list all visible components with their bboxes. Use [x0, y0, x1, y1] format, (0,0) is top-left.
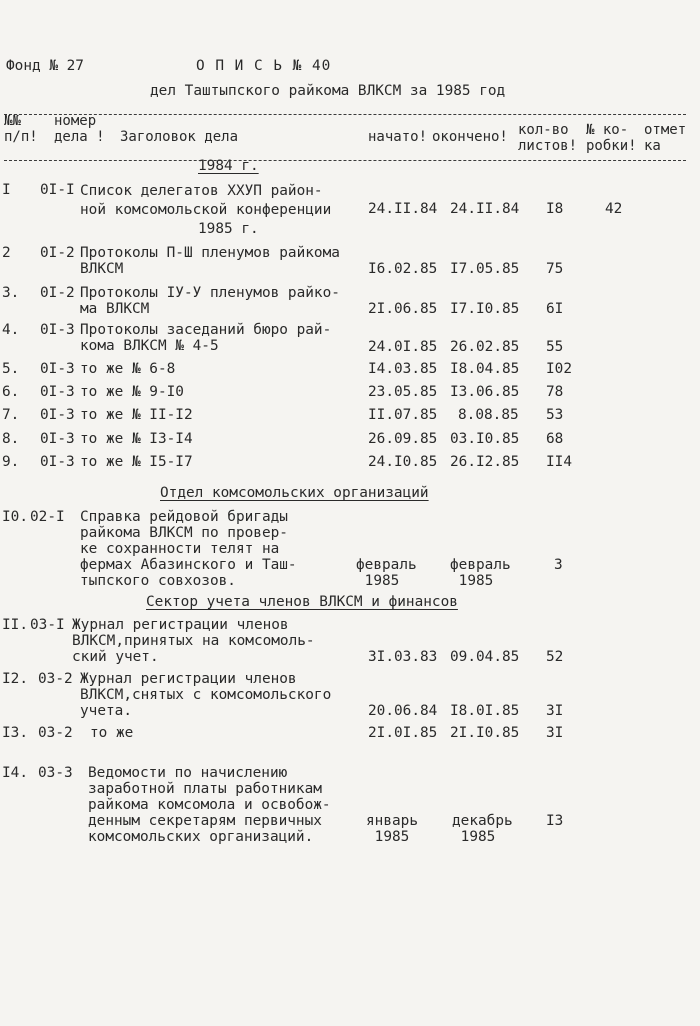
document-subtitle: дел Таштыпского райкома ВЛКСМ за 1985 год	[150, 83, 506, 99]
row-title: Журнал регистрации членов ВЛКСМ,снятых с комсомольского учета.	[80, 671, 332, 719]
row-start-date: 23.05.85	[368, 384, 438, 400]
col-case-header: номер дела !	[54, 113, 105, 145]
row-title: Список делегатов ХХУП район- ной комсомольской конференции	[80, 183, 332, 218]
col-end-header: окончено!	[432, 129, 508, 145]
row-title: то же № I5-I7	[80, 454, 193, 470]
row-num: I3.	[2, 725, 28, 741]
row-box: 42	[605, 201, 623, 217]
section-year-1984: 1984 г.	[198, 158, 259, 174]
col-box-header: № ко- робки!	[586, 122, 637, 154]
row-start-date: 26.09.85	[368, 431, 438, 447]
row-sheets: 3I	[546, 725, 564, 741]
row-num: 8.	[2, 431, 20, 447]
col-num-header: №№ п/п!	[4, 113, 38, 145]
row-start-date: 24.I0.85	[368, 454, 438, 470]
row-end-date: I7.I0.85	[450, 301, 520, 317]
col-sheets-header: кол-во листов!	[518, 122, 578, 154]
row-end-date: 24.II.84	[450, 201, 520, 217]
row-start-date: январь 1985	[366, 813, 418, 845]
row-end-date: 26.I2.85	[450, 454, 520, 470]
row-num: I	[2, 182, 11, 198]
row-start-date: февраль 1985	[356, 557, 417, 589]
row-case-code: 03-I	[30, 617, 65, 633]
row-num: 7.	[2, 407, 20, 423]
row-start-date: 24.0I.85	[368, 339, 438, 355]
row-num: 3.	[2, 285, 20, 301]
row-end-date: декабрь 1985	[452, 813, 513, 845]
row-sheets: 52	[546, 649, 564, 665]
row-start-date: I4.03.85	[368, 361, 438, 377]
row-sheets: 78	[546, 384, 564, 400]
row-title: Журнал регистрации членов ВЛКСМ,принятых на комсомоль- ский учет.	[72, 617, 315, 665]
row-end-date: 03.I0.85	[450, 431, 520, 447]
row-title: Справка рейдовой бригады райкома ВЛКСМ по провер- ке сохранности телят на фермах Абазинского и Таш- тыпского совхозов.	[80, 509, 297, 589]
row-end-date: I7.05.85	[450, 261, 520, 277]
row-sheets: II4	[546, 454, 572, 470]
row-num: I0.	[2, 509, 28, 525]
row-case-code: 0I-3	[40, 361, 75, 377]
section-year-1985: 1985 г.	[198, 221, 259, 237]
row-sheets: 75	[546, 261, 564, 277]
row-case-code: 0I-2	[40, 285, 75, 301]
row-sheets: 6I	[546, 301, 564, 317]
row-title: Протоколы заседаний бюро рай- кома ВЛКСМ № 4-5	[80, 322, 332, 354]
row-num: 4.	[2, 322, 20, 338]
col-note-header: отмет ка	[644, 122, 687, 154]
row-start-date: 2I.0I.85	[368, 725, 438, 741]
row-start-date: 2I.06.85	[368, 301, 438, 317]
row-sheets: I02	[546, 361, 572, 377]
row-num: 9.	[2, 454, 20, 470]
section-sector: Сектор учета членов ВЛКСМ и финансов	[146, 594, 458, 610]
row-case-code: 03-3	[38, 765, 73, 781]
row-case-code: 0I-3	[40, 322, 75, 338]
row-sheets: 3I	[546, 703, 564, 719]
row-case-code: 0I-3	[40, 454, 75, 470]
row-num: II.	[2, 617, 28, 633]
row-sheets: 68	[546, 431, 564, 447]
row-title: то же № II-I2	[80, 407, 193, 423]
row-end-date: 8.08.85	[458, 407, 519, 423]
row-end-date: 09.04.85	[450, 649, 520, 665]
row-num: 6.	[2, 384, 20, 400]
row-end-date: февраль 1985	[450, 557, 511, 589]
row-sheets: 55	[546, 339, 564, 355]
row-start-date: 3I.03.83	[368, 649, 438, 665]
row-title: то же № 9-I0	[80, 384, 184, 400]
row-end-date: 26.02.85	[450, 339, 520, 355]
row-title: Протоколы П-Ш пленумов райкома ВЛКСМ	[80, 245, 340, 277]
row-start-date: II.07.85	[368, 407, 438, 423]
col-title-header: Заголовок дела	[120, 129, 239, 145]
row-end-date: 2I.I0.85	[450, 725, 520, 741]
row-case-code: 02-I	[30, 509, 65, 525]
row-start-date: 24.II.84	[368, 201, 438, 217]
row-title: то же	[90, 725, 134, 741]
row-end-date: I3.06.85	[450, 384, 520, 400]
row-sheets: 3	[554, 557, 563, 573]
row-end-date: I8.04.85	[450, 361, 520, 377]
row-case-code: 0I-3	[40, 431, 75, 447]
row-num: I2.	[2, 671, 28, 687]
header-top-rule	[4, 114, 686, 115]
row-case-code: 03-2	[38, 671, 73, 687]
section-department: Отдел комсомольских организаций	[160, 485, 429, 501]
row-title: Протоколы IУ-У пленумов райко- ма ВЛКСМ	[80, 285, 340, 317]
row-case-code: 0I-2	[40, 245, 75, 261]
row-case-code: 0I-3	[40, 407, 75, 423]
row-num: I4.	[2, 765, 28, 781]
fond-label: Фонд № 27	[6, 58, 84, 74]
col-start-header: начато!	[368, 129, 428, 145]
row-start-date: I6.02.85	[368, 261, 438, 277]
row-case-code: 0I-3	[40, 384, 75, 400]
row-title: то же № I3-I4	[80, 431, 193, 447]
row-title: Ведомости по начислению заработной платы работникам райкома комсомола и освобож- денным секретарям первичных комсомольских организаций.	[88, 765, 331, 845]
row-start-date: 20.06.84	[368, 703, 438, 719]
row-num: 2	[2, 245, 11, 261]
header-bottom-rule	[4, 160, 686, 161]
row-sheets: 53	[546, 407, 564, 423]
row-end-date: I8.0I.85	[450, 703, 520, 719]
row-sheets: I3	[546, 813, 564, 829]
row-sheets: I8	[546, 201, 564, 217]
row-num: 5.	[2, 361, 20, 377]
row-case-code: 0I-I	[40, 182, 75, 198]
row-title: то же № 6-8	[80, 361, 176, 377]
opis-title: О П И С Ь № 40	[196, 58, 332, 74]
row-case-code: 03-2	[38, 725, 73, 741]
